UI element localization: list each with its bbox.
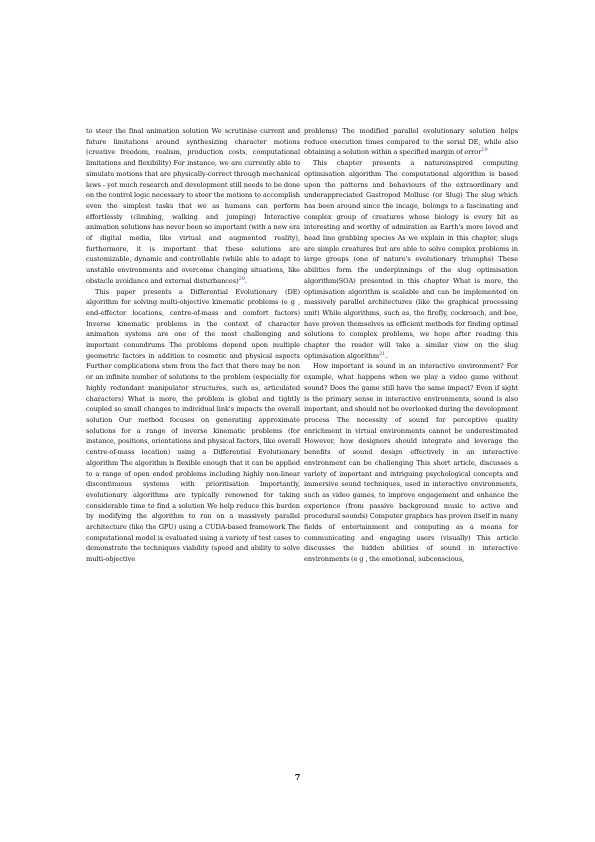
page-number: 7 [294,772,301,782]
citation-link[interactable]: 19 [481,147,488,154]
paragraph: This paper presents a Differential Evolutionary (DE) algorithm for solving multi-objective kinematic problems (e g , end-effector locations, centre-of-mass and comfort factors) Inverse kinematic problems in the context of character animation systems are one of the most challenging and important conundrums The problems depend upon multiple geometric factors in addition to cosmetic and physical aspects Further complications stem from the fact that there may be non or an infinite number of solutions to the problem (especially for highly redundant manipulator structures, such as, articulated characters) What is more, the problem is global and tightly coupled so small changes to individual link's impacts the overall solution Our method focuses on generating approximate solutions for a range of inverse kinematic problems (for instance, positions, orientations and physical factors, like overall centre-of-mass location) using a Differential Evolutionary algorithm The algorithm is flexible enough that it can be applied to a range of open ended problems including highly non-linear discontinuous systems with prioritisation Importantly, evolutionary algorithms are typically renowned for taking considerable time to find a solution We help reduce this burden by modifying the algorithm to run on a massively parallel architecture (like the GPU) using a CUDA-based framework The computational model is evaluated using a variety of test cases to demonstrate the techniques viability (speed and ability to solve multi-objective [86,287,300,564]
paragraph: to steer the final animation solution We scrutinise current and future limitations around synthesizing character motions (creative freedom, realism, production costs, computational limitations and flexibility) For instance, we are currently able to simulate motions that are physically-correct through mechanical laws - yet much research and development still needs to be done on the control logic necessary to steer the motions to accomplish even the simplest tasks that we as humans can perform effortlessly (climbing, walking and jumping) Interactive animation solutions has never been so important (with a new era of digital media, like virtual and augmented reality), furthermore, it is important that these solutions are customizable, dynamic and controllable (while able to adapt to unstable environments and overcome changing situations, like obstacle avoidance and external disturbances)$^{20}$. [86,127,300,285]
right-column [304,126,518,565]
left-column [86,126,300,565]
paragraph: problems) The modified parallel evolutionary solution helps reduce execution times compared to the serial DE, while also obtaining a solution within a specified margin of error$^{19}$ [304,127,518,157]
paragraph: This chapter presents a natureinspired computing optimisation algorithm The computational algorithm is based upon the patterns and behaviours of the extraordinary and underappreciated Gastropod Mollusc (or Slug) The slug which has been around since the incage, belongs to a fascinating and complex group of creatures whose biology is every bit as interesting and worthy of admiration as Earth's more loved and head line grabbing species As we explain in this chapter, slugs are simple creatures but are able to solve complex problems in large groups (one of nature's evolutionary triumphs) These abilities form the underpinnings of the slug optimisation algorithm(SOA) presented in this chapter What is more, the optimisation algorithm is scalable and can be implemented on massively parallel architectures (like the graphical processing unit) While algorithms, such as, the firefly, cockroach, and bee, have proven themselves as efficient methods for finding optimal solutions to complex problems, we hope after reading this chapter the reader will take a similar view on the slug optimisation algorithm$^{21}$. [304,159,518,360]
citation-link[interactable]: 21 [379,350,386,357]
paragraph: How important is sound in an interactive environment? For example, what happens when we play a video game without sound? Does the game still have the same impact? Even if sight is the primary sense in interactive environments, sound is also important, and should not be overlooked during the development process The necessity of sound for perceptive quality enrichment in virtual environments cannot be underestimated However, how designers should integrate and leverage the benefits of sound design effectively in an interactive environment can be challenging This short article, discusses a variety of important and intriguing psychological concepts and immersive sound techniques, used in interactive environments, such as video games, to improve engagement and enhance the experience (from passive background music to active and procedural sounds) Computer graphics has proven itself in many fields of entertainment and computing as a means for communicating and engaging users (visually) This article discusses the hidden abilities of sound in interactive environments (e g , the emotional, subconscious, [304,362,518,564]
citation-link[interactable]: 20 [238,275,245,282]
